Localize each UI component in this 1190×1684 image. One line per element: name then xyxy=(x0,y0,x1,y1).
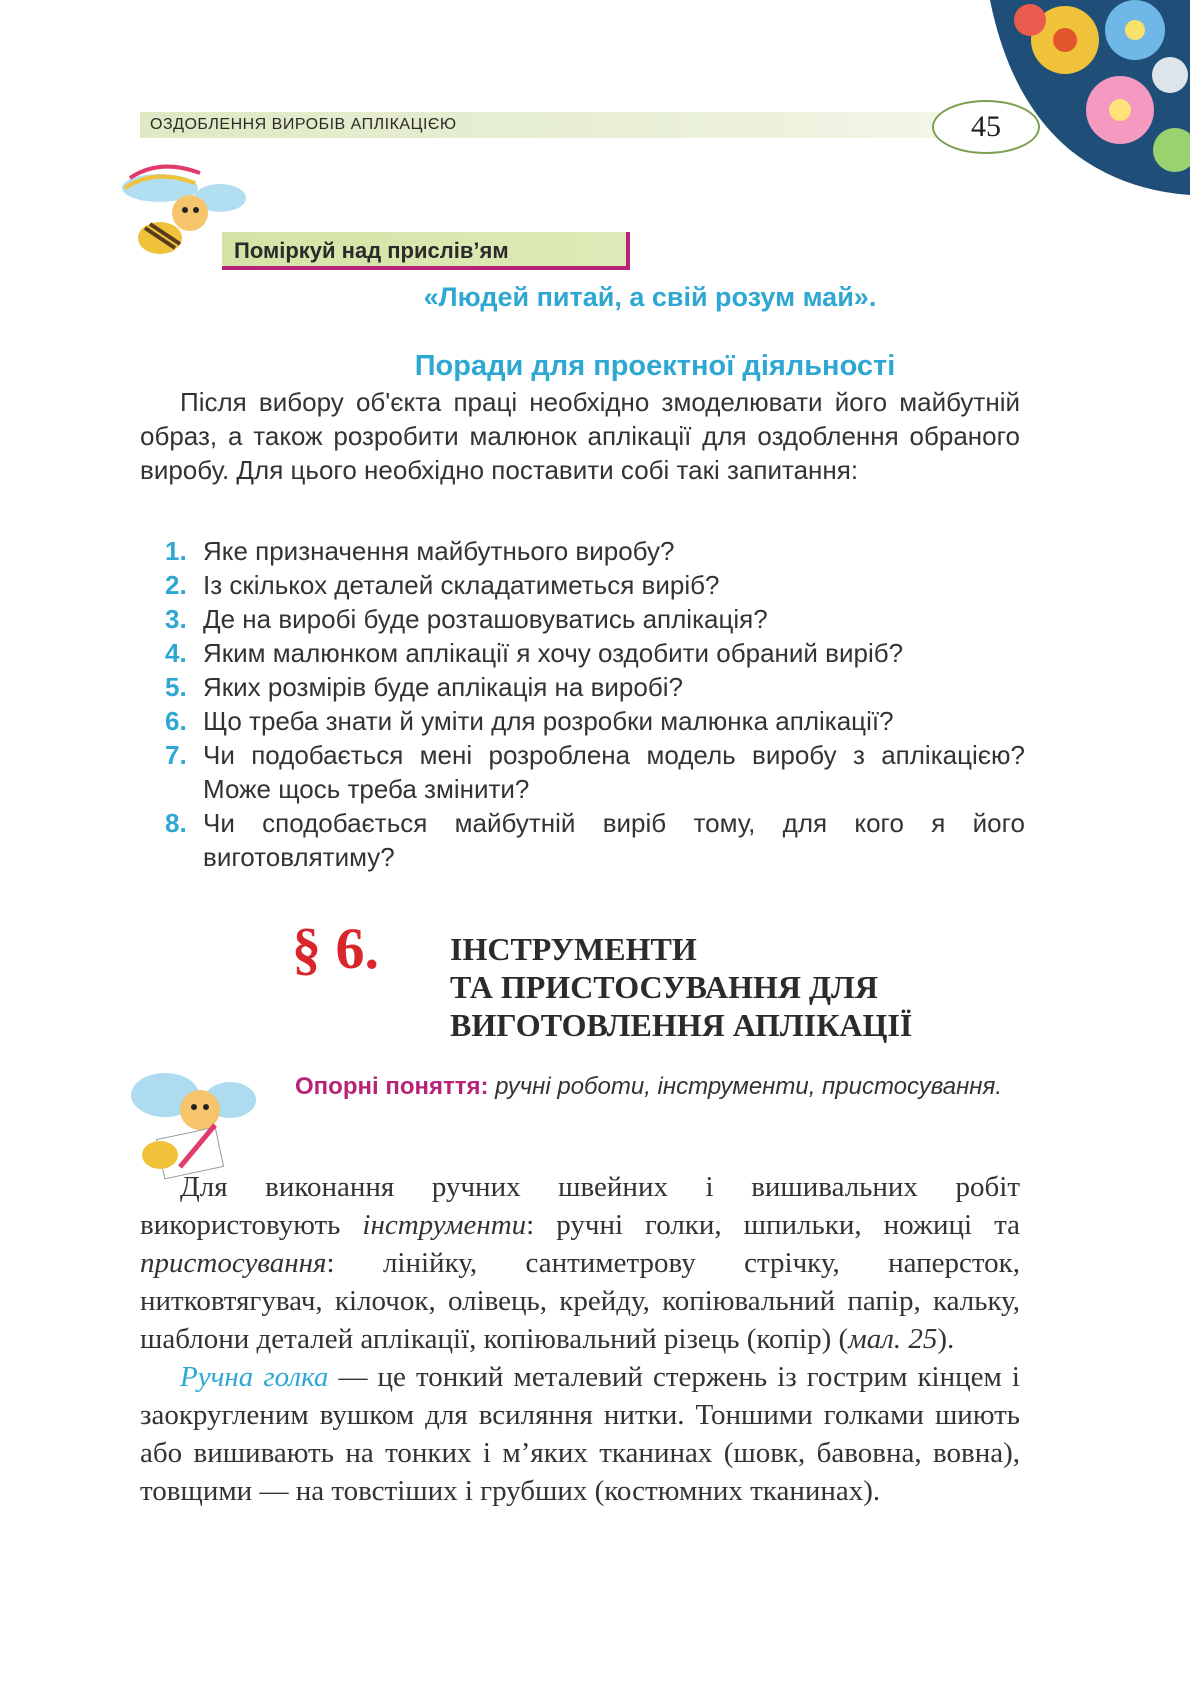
proverb-label: Поміркуй над прислів’ям xyxy=(234,238,509,263)
list-item-text: Чи сподобається майбутній виріб тому, для кого я його виготовлятиму? xyxy=(203,808,1025,872)
list-item-number: 4. xyxy=(165,638,187,668)
text-run: ). xyxy=(937,1323,955,1355)
tips-title: Поради для проектної діяльності xyxy=(414,350,896,382)
list-item xyxy=(165,738,1025,806)
page-number: 45 xyxy=(932,100,1040,154)
section-title-line: ВИГОТОВЛЕННЯ АПЛІКАЦІЇ xyxy=(450,1007,913,1043)
proverb-text: «Людей питай, а свій розум май». xyxy=(423,282,877,312)
flower-decoration-icon xyxy=(970,0,1190,200)
term-hand-needle: Ручна голка xyxy=(180,1361,329,1393)
list-item-text: Що треба знати й уміти для розробки малюнка аплікації? xyxy=(203,706,894,736)
term-devices: пристосування xyxy=(140,1247,327,1279)
text-run: : ручні голки, шпильки, ножиці та xyxy=(526,1209,1020,1241)
list-item-number: 2. xyxy=(165,570,187,600)
term-instruments: інструменти xyxy=(362,1209,527,1241)
list-item xyxy=(165,670,1025,704)
list-item xyxy=(165,602,1025,636)
bee-writer-mascot-icon xyxy=(120,1055,270,1185)
list-item-text: Чи подобається мені розроблена модель виробу з аплікацією? Може щось треба змінити? xyxy=(203,740,1025,804)
list-item-number: 6. xyxy=(165,706,187,736)
tips-intro xyxy=(140,385,1020,487)
section-title xyxy=(450,930,912,1044)
section-title-line: ІНСТРУМЕНТИ xyxy=(450,931,697,967)
list-item xyxy=(165,568,1025,602)
list-item xyxy=(165,806,1025,874)
key-concepts-label: Опорні поняття: xyxy=(295,1073,489,1100)
list-item-number: 1. xyxy=(165,536,187,566)
list-item-text: Із скількох деталей складатиметься виріб? xyxy=(203,570,720,600)
section-number: § 6. xyxy=(292,916,379,981)
body-paragraph xyxy=(140,1358,1020,1510)
list-item xyxy=(165,704,1025,738)
body-text xyxy=(140,1168,1020,1510)
body-paragraph xyxy=(140,1168,1020,1358)
list-item xyxy=(165,636,1025,670)
text-run: Для виконання ручних швейних і вишивальних робіт використовують xyxy=(140,1171,1020,1241)
running-header xyxy=(140,112,940,138)
list-item-number: 5. xyxy=(165,672,187,702)
list-item xyxy=(165,534,1025,568)
tips-intro-text: Після вибору об'єкта праці необхідно змоделювати його майбутній образ, а також розробити малюнок аплікації для оздоблення обраного виробу. Для цього необхідно поставити собі такі запитання: xyxy=(140,387,1020,485)
questions-list xyxy=(165,534,1025,874)
list-item-number: 3. xyxy=(165,604,187,634)
list-item-number: 7. xyxy=(165,740,187,770)
list-item-number: 8. xyxy=(165,808,187,838)
key-concepts xyxy=(295,1070,1015,1104)
section-title-line: ТА ПРИСТОСУВАННЯ ДЛЯ xyxy=(450,969,878,1005)
running-header-title: ОЗДОБЛЕННЯ ВИРОБІВ АПЛІКАЦІЄЮ xyxy=(150,116,457,133)
figure-reference: мал. 25 xyxy=(848,1323,938,1355)
list-item-text: Яких розмірів буде аплікація на виробі? xyxy=(203,672,683,702)
list-item-text: Яким малюнком аплікації я хочу оздобити обраний виріб? xyxy=(203,638,904,668)
list-item-text: Яке призначення майбутнього виробу? xyxy=(203,536,675,566)
key-concepts-value: ручні роботи, інструменти, пристосування. xyxy=(495,1073,1003,1100)
proverb-label-box xyxy=(222,232,630,270)
list-item-text: Де на виробі буде розташовуватись аплікація? xyxy=(203,604,768,634)
text-run: — це тонкий металевий стержень із гострим кінцем і заокругленим вушком для всиляння нитки. Тоншими голками шиють або вишивають на тонких і м’яких тканинах (шовк, бавовна, вовна), товщими — на товстіших і грубших (костюмних тканинах). xyxy=(140,1361,1020,1507)
text-run: : лінійку, сантиметрову стрічку, наперсток, нитковтягувач, кілочок, олівець, крейду, копіювальний папір, кальку, шаблони деталей аплікації, копіювальний різець (копір) ( xyxy=(140,1247,1020,1355)
